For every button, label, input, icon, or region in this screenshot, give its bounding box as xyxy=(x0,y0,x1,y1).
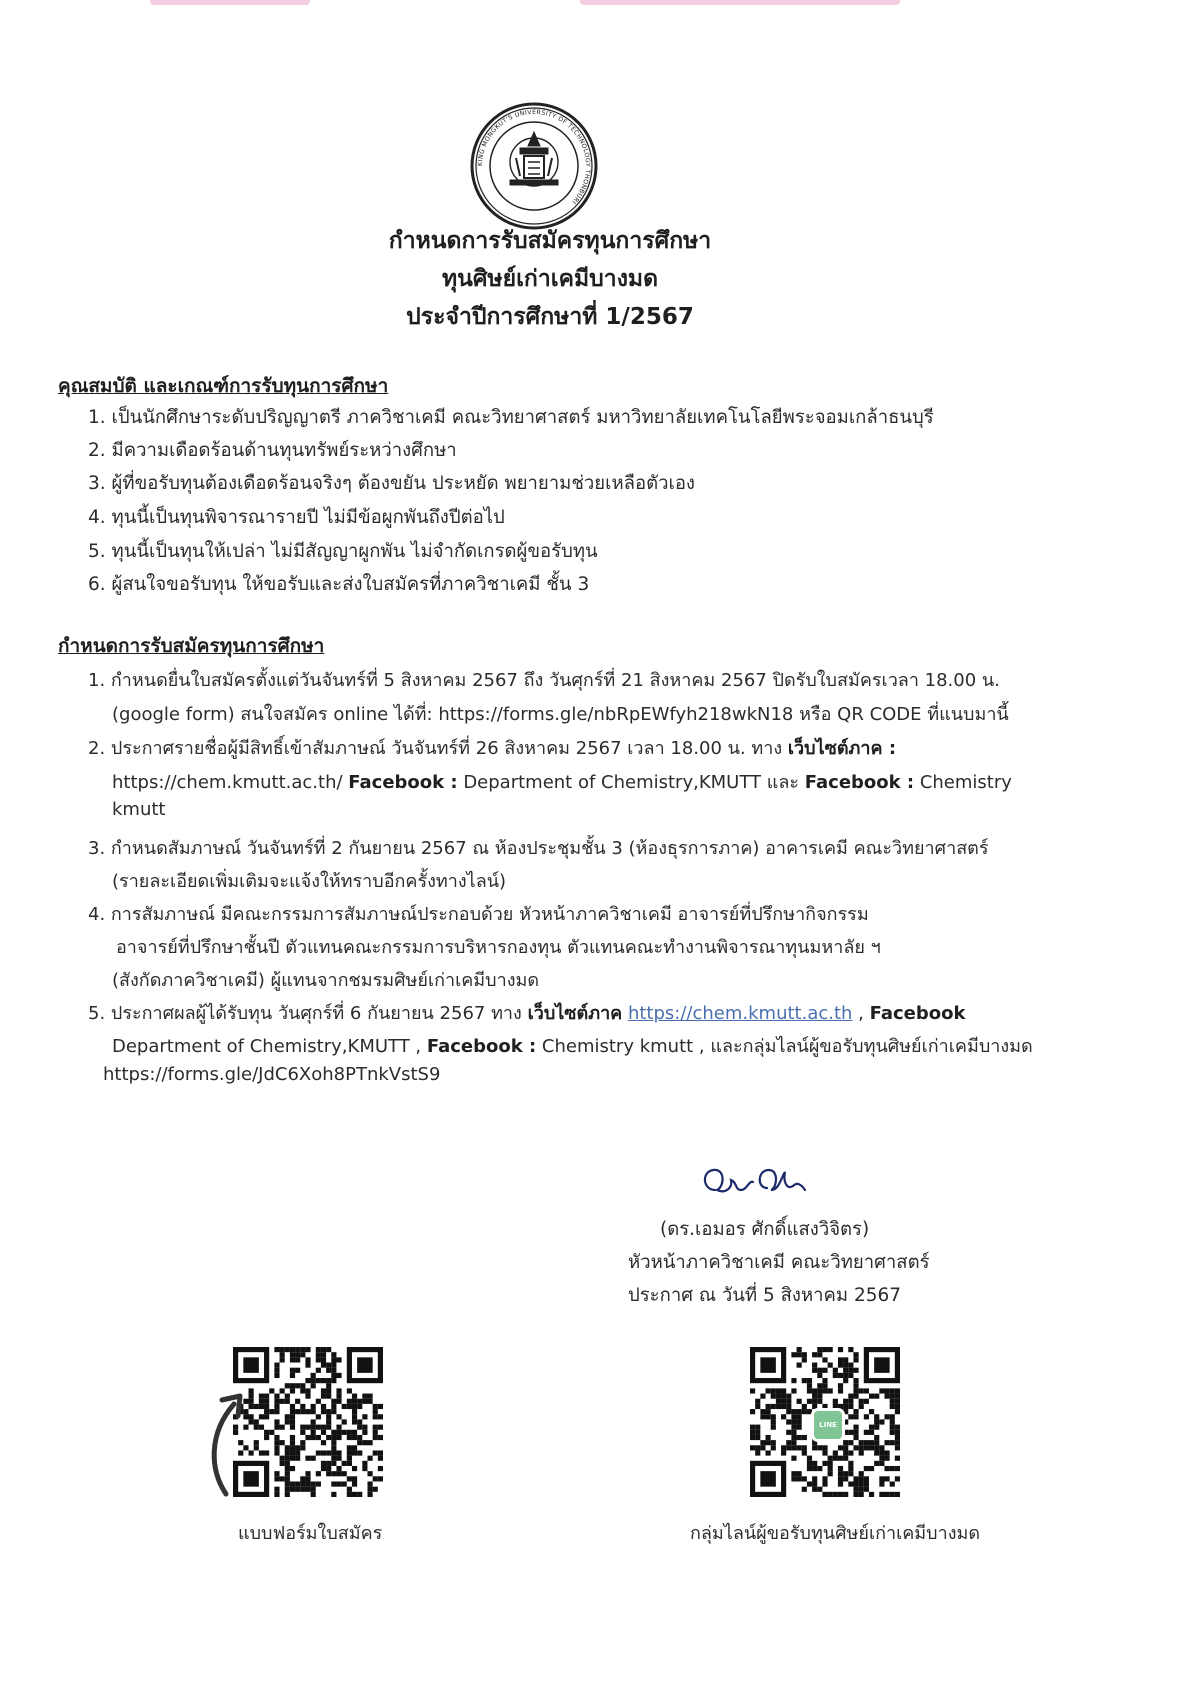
separator-comma: , xyxy=(852,1003,870,1024)
announcement-date: ประกาศ ณ วันที่ 5 สิงหาคม 2567 xyxy=(628,1285,902,1306)
qualification-item-6: 6. ผู้สนใจขอรับทุน ให้ขอรับและส่งใบสมัครที่ภาควิชาเคมี ชั้น 3 xyxy=(88,574,590,595)
schedule-heading: กำหนดการรับสมัครทุนการศึกษา xyxy=(58,635,325,657)
line-group-qr-caption: กลุ่มไลน์ผู้ขอรับทุนศิษย์เก่าเคมีบางมด xyxy=(690,1523,981,1544)
facebook-label: Facebook : xyxy=(348,772,458,793)
qualification-item-1: 1. เป็นนักศึกษาระดับปริญญาตรี ภาควิชาเคมี คณะวิทยาศาสตร์ มหาวิทยาลัยเทคโนโลยีพระจอมเกล้าธนบุรี xyxy=(88,407,934,428)
facebook-page-name: Department of Chemistry,KMUTT และ xyxy=(457,772,805,793)
top-scan-marks xyxy=(0,0,1188,14)
schedule-item-5-line-1 xyxy=(88,998,965,1027)
qualifications-heading: คุณสมบัติ และเกณฑ์การรับทุนการศึกษา xyxy=(58,375,389,397)
handwritten-signature xyxy=(695,1160,825,1208)
seal-text: KING MONGKUT'S UNIVERSITY OF TECHNOLOGY THONBURI xyxy=(476,108,592,206)
schedule-item-1-line-1: 1. กำหนดยื่นใบสมัครตั้งแต่วันจันทร์ที่ 5 สิงหาคม 2567 ถึง วันศุกร์ที่ 21 สิงหาคม 2567 ปิดรับใบสมัครเวลา 18.00 น. xyxy=(88,670,1000,691)
page-title-line-1: กำหนดการรับสมัครทุนการศึกษา xyxy=(388,228,712,254)
line-app-icon xyxy=(811,1408,845,1442)
schedule-item-3-line-1: 3. กำหนดสัมภาษณ์ วันจันทร์ที่ 2 กันยายน 2567 ณ ห้องประชุมชั้น 3 (ห้องธุรการภาค) อาคารเคมี คณะวิทยาศาสตร์ xyxy=(88,838,989,859)
schedule-item-4-line-1: 4. การสัมภาษณ์ มีคณะกรรมการสัมภาษณ์ประกอบด้วย หัวหน้าภาควิชาเคมี อาจารย์ที่ปรึกษากิจกรรม xyxy=(88,904,869,925)
application-form-qr-caption: แบบฟอร์มใบสมัคร xyxy=(238,1523,383,1544)
qualification-item-5: 5. ทุนนี้เป็นทุนให้เปล่า ไม่มีสัญญาผูกพัน ไม่จำกัดเกรดผู้ขอรับทุน xyxy=(88,541,598,562)
qualification-item-3: 3. ผู้ที่ขอรับทุนต้องเดือดร้อนจริงๆ ต้องขยัน ประหยัด พยายามช่วยเหลือตัวเอง xyxy=(88,473,695,494)
facebook-page-name-2: Chemistry xyxy=(914,772,1012,793)
department-website-label-2: เว็บไซต์ภาค xyxy=(527,1003,623,1024)
department-website-link[interactable]: https://chem.kmutt.ac.th xyxy=(627,1003,853,1024)
facebook-label-3: Facebook xyxy=(869,1003,966,1024)
department-website-label: เว็บไซต์ภาค : xyxy=(787,738,897,759)
facebook-and-line-group-text: Chemistry kmutt , และกลุ่มไลน์ผู้ขอรับทุนศิษย์เก่าเคมีบางมด xyxy=(536,1036,1033,1057)
schedule-item-5-text: 5. ประกาศผลผู้ได้รับทุน วันศุกร์ที่ 6 กันยายน 2567 ทาง xyxy=(88,1003,528,1024)
schedule-item-2-line-3: kmutt xyxy=(112,799,166,820)
line-group-form-url[interactable]: https://forms.gle/JdC6Xoh8PTnkVstS9 xyxy=(103,1064,441,1085)
curved-arrow-icon xyxy=(196,1390,256,1500)
schedule-item-2-line-1 xyxy=(88,733,896,762)
facebook-label-2: Facebook : xyxy=(804,772,915,793)
schedule-item-4-line-2: อาจารย์ที่ปรึกษาชั้นปี ตัวแทนคณะกรรมการบริหารกองทุน ตัวแทนคณะทำงานพิจารณาทุนมหาลัย ฯ xyxy=(116,937,881,958)
schedule-item-3-line-2: (รายละเอียดเพิ่มเติมจะแจ้งให้ทราบอีกครั้งทางไลน์) xyxy=(112,871,507,892)
signer-name: (ดร.เอมอร ศักดิ์แสงวิจิตร) xyxy=(660,1219,870,1240)
university-seal-logo xyxy=(470,102,598,230)
signer-position: หัวหน้าภาควิชาเคมี คณะวิทยาศาสตร์ xyxy=(628,1252,930,1273)
schedule-item-2-line-2 xyxy=(112,767,1012,796)
qualification-item-2: 2. มีความเดือดร้อนด้านทุนทรัพย์ระหว่างศึกษา xyxy=(88,440,457,461)
page-title-line-3: ประจำปีการศึกษาที่ 1/2567 xyxy=(406,304,694,330)
schedule-item-4-line-3: (สังกัดภาควิชาเคมี) ผู้แทนจากชมรมศิษย์เก่าเคมีบางมด xyxy=(112,970,540,991)
facebook-label-4: Facebook : xyxy=(426,1036,537,1057)
schedule-item-5-line-2 xyxy=(112,1031,1033,1060)
line-app-icon-label: LINE xyxy=(819,1421,837,1429)
schedule-item-2-text: 2. ประกาศรายชื่อผู้มีสิทธิ์เข้าสัมภาษณ์ วันจันทร์ที่ 26 สิงหาคม 2567 เวลา 18.00 น. ทาง xyxy=(88,738,788,759)
schedule-item-1-line-2: (google form) สนใจสมัคร online ได้ที่: https://forms.gle/nbRpEWfyh218wkN18 หรือ QR CODE ที่แนบมานี้ xyxy=(112,704,1009,725)
line-group-qr-wrapper xyxy=(745,1342,905,1502)
facebook-page-name-3: Department of Chemistry,KMUTT , xyxy=(112,1036,427,1057)
department-website-url[interactable]: https://chem.kmutt.ac.th/ xyxy=(112,772,349,793)
qualification-item-4: 4. ทุนนี้เป็นทุนพิจารณารายปี ไม่มีข้อผูกพันถึงปีต่อไป xyxy=(88,507,505,528)
page-title-line-2: ทุนศิษย์เก่าเคมีบางมด xyxy=(441,266,659,292)
